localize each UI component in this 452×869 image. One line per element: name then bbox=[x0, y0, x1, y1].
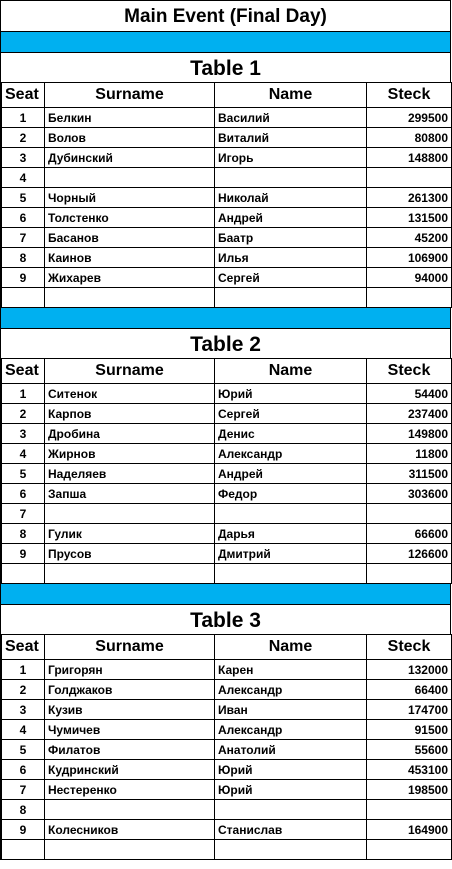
table-row bbox=[2, 720, 452, 740]
header-seat: Seat bbox=[2, 83, 45, 108]
name-cell[interactable]: Юрий bbox=[215, 780, 367, 800]
seat-cell[interactable]: 1 bbox=[2, 108, 45, 128]
seat-cell[interactable]: 1 bbox=[2, 660, 45, 680]
name-cell[interactable]: Александр bbox=[215, 720, 367, 740]
surname-cell[interactable]: Чорный bbox=[45, 188, 215, 208]
surname-cell[interactable]: Гулик bbox=[45, 524, 215, 544]
surname-cell[interactable]: Кузив bbox=[45, 700, 215, 720]
table-row bbox=[2, 248, 452, 268]
table-row bbox=[2, 800, 452, 820]
header-row bbox=[2, 635, 452, 660]
table-row bbox=[2, 700, 452, 720]
header-name: Name bbox=[215, 635, 367, 660]
table-row bbox=[2, 504, 452, 524]
seat-cell[interactable]: 7 bbox=[2, 228, 45, 248]
surname-cell[interactable]: Толстенко bbox=[45, 208, 215, 228]
seat-cell[interactable]: 8 bbox=[2, 248, 45, 268]
table-row bbox=[2, 680, 452, 700]
seat-cell[interactable]: 5 bbox=[2, 740, 45, 760]
empty-row bbox=[2, 564, 452, 584]
table-row bbox=[2, 524, 452, 544]
stack-cell[interactable]: 94000 bbox=[367, 268, 452, 288]
stack-cell[interactable]: 174700 bbox=[367, 700, 452, 720]
seating-table bbox=[1, 634, 452, 860]
table-row bbox=[2, 424, 452, 444]
stack-cell[interactable]: 453100 bbox=[367, 760, 452, 780]
seat-cell[interactable]: 4 bbox=[2, 168, 45, 188]
seating-table bbox=[1, 82, 452, 308]
stack-cell[interactable]: 106900 bbox=[367, 248, 452, 268]
empty-cell[interactable] bbox=[2, 840, 45, 860]
table-row bbox=[2, 820, 452, 840]
table-row bbox=[2, 208, 452, 228]
table-row bbox=[2, 464, 452, 484]
stack-cell[interactable]: 91500 bbox=[367, 720, 452, 740]
name-cell[interactable] bbox=[215, 800, 367, 820]
section-band bbox=[1, 32, 451, 52]
empty-cell[interactable] bbox=[367, 840, 452, 860]
empty-cell[interactable] bbox=[367, 564, 452, 584]
seat-cell[interactable]: 3 bbox=[2, 700, 45, 720]
seat-cell[interactable]: 6 bbox=[2, 484, 45, 504]
surname-cell[interactable]: Голджаков bbox=[45, 680, 215, 700]
surname-cell[interactable]: Дробина bbox=[45, 424, 215, 444]
table-row bbox=[2, 404, 452, 424]
name-cell[interactable]: Игорь bbox=[215, 148, 367, 168]
surname-cell[interactable]: Нестеренко bbox=[45, 780, 215, 800]
name-cell[interactable]: Баатр bbox=[215, 228, 367, 248]
header-row bbox=[2, 359, 452, 384]
header-seat: Seat bbox=[2, 635, 45, 660]
table-title: Table 2 bbox=[1, 328, 451, 358]
seat-cell[interactable]: 3 bbox=[2, 148, 45, 168]
table-row bbox=[2, 188, 452, 208]
seating-table bbox=[1, 358, 452, 584]
surname-cell[interactable]: Волов bbox=[45, 128, 215, 148]
table-row bbox=[2, 384, 452, 404]
table-row bbox=[2, 760, 452, 780]
surname-cell[interactable]: Ситенок bbox=[45, 384, 215, 404]
empty-row bbox=[2, 288, 452, 308]
stack-cell[interactable]: 164900 bbox=[367, 820, 452, 840]
page-title: Main Event (Final Day) bbox=[1, 0, 451, 32]
empty-cell[interactable] bbox=[2, 288, 45, 308]
name-cell[interactable]: Андрей bbox=[215, 208, 367, 228]
name-cell[interactable] bbox=[215, 168, 367, 188]
header-surname: Surname bbox=[45, 83, 215, 108]
section-band bbox=[1, 584, 451, 604]
name-cell[interactable]: Андрей bbox=[215, 464, 367, 484]
surname-cell[interactable]: Прусов bbox=[45, 544, 215, 564]
seat-cell[interactable]: 8 bbox=[2, 524, 45, 544]
name-cell[interactable]: Иван bbox=[215, 700, 367, 720]
empty-cell[interactable] bbox=[45, 288, 215, 308]
seat-cell[interactable]: 7 bbox=[2, 504, 45, 524]
seat-cell[interactable]: 2 bbox=[2, 128, 45, 148]
tables-container bbox=[1, 32, 451, 860]
surname-cell[interactable] bbox=[45, 504, 215, 524]
name-cell[interactable]: Денис bbox=[215, 424, 367, 444]
surname-cell[interactable]: Жирнов bbox=[45, 444, 215, 464]
table-row bbox=[2, 660, 452, 680]
seat-cell[interactable]: 4 bbox=[2, 444, 45, 464]
surname-cell[interactable]: Карпов bbox=[45, 404, 215, 424]
table-row bbox=[2, 128, 452, 148]
seat-cell[interactable]: 8 bbox=[2, 800, 45, 820]
seat-cell[interactable]: 2 bbox=[2, 404, 45, 424]
table-row bbox=[2, 484, 452, 504]
section-band bbox=[1, 308, 451, 328]
surname-cell[interactable]: Колесников bbox=[45, 820, 215, 840]
stack-cell[interactable] bbox=[367, 800, 452, 820]
header-row bbox=[2, 83, 452, 108]
empty-cell[interactable] bbox=[45, 564, 215, 584]
header-stack: Steck bbox=[367, 83, 452, 108]
empty-cell[interactable] bbox=[215, 840, 367, 860]
table-row bbox=[2, 740, 452, 760]
surname-cell[interactable]: Басанов bbox=[45, 228, 215, 248]
surname-cell[interactable]: Белкин bbox=[45, 108, 215, 128]
name-cell[interactable]: Сергей bbox=[215, 268, 367, 288]
seat-cell[interactable]: 1 bbox=[2, 384, 45, 404]
table-row bbox=[2, 544, 452, 564]
name-cell[interactable]: Станислав bbox=[215, 820, 367, 840]
empty-cell[interactable] bbox=[215, 288, 367, 308]
stack-cell[interactable]: 311500 bbox=[367, 464, 452, 484]
empty-cell[interactable] bbox=[367, 288, 452, 308]
seat-cell[interactable]: 9 bbox=[2, 820, 45, 840]
seat-cell[interactable]: 5 bbox=[2, 188, 45, 208]
stack-cell[interactable]: 303600 bbox=[367, 484, 452, 504]
name-cell[interactable]: Василий bbox=[215, 108, 367, 128]
stack-cell[interactable]: 131500 bbox=[367, 208, 452, 228]
stack-cell[interactable]: 45200 bbox=[367, 228, 452, 248]
header-seat: Seat bbox=[2, 359, 45, 384]
empty-cell[interactable] bbox=[2, 564, 45, 584]
name-cell[interactable]: Анатолий bbox=[215, 740, 367, 760]
header-stack: Steck bbox=[367, 359, 452, 384]
seat-cell[interactable]: 3 bbox=[2, 424, 45, 444]
seat-cell[interactable]: 2 bbox=[2, 680, 45, 700]
name-cell[interactable] bbox=[215, 504, 367, 524]
name-cell[interactable]: Николай bbox=[215, 188, 367, 208]
name-cell[interactable]: Юрий bbox=[215, 384, 367, 404]
surname-cell[interactable] bbox=[45, 800, 215, 820]
seat-cell[interactable]: 9 bbox=[2, 544, 45, 564]
seat-cell[interactable]: 7 bbox=[2, 780, 45, 800]
stack-cell[interactable]: 11800 bbox=[367, 444, 452, 464]
table-title: Table 3 bbox=[1, 604, 451, 634]
name-cell[interactable]: Сергей bbox=[215, 404, 367, 424]
name-cell[interactable]: Карен bbox=[215, 660, 367, 680]
seat-cell[interactable]: 4 bbox=[2, 720, 45, 740]
header-surname: Surname bbox=[45, 635, 215, 660]
surname-cell[interactable]: Жихарев bbox=[45, 268, 215, 288]
stack-cell[interactable] bbox=[367, 168, 452, 188]
stack-cell[interactable]: 126600 bbox=[367, 544, 452, 564]
name-cell[interactable]: Александр bbox=[215, 680, 367, 700]
table-row bbox=[2, 268, 452, 288]
seat-cell[interactable]: 9 bbox=[2, 268, 45, 288]
empty-cell[interactable] bbox=[45, 840, 215, 860]
table-row bbox=[2, 444, 452, 464]
stack-cell[interactable]: 261300 bbox=[367, 188, 452, 208]
name-cell[interactable]: Дмитрий bbox=[215, 544, 367, 564]
table-title: Table 1 bbox=[1, 52, 451, 82]
table-row bbox=[2, 228, 452, 248]
surname-cell[interactable]: Наделяев bbox=[45, 464, 215, 484]
table-row bbox=[2, 780, 452, 800]
surname-cell[interactable]: Филатов bbox=[45, 740, 215, 760]
name-cell[interactable]: Илья bbox=[215, 248, 367, 268]
surname-cell[interactable]: Каинов bbox=[45, 248, 215, 268]
stack-cell[interactable]: 132000 bbox=[367, 660, 452, 680]
stack-cell[interactable]: 80800 bbox=[367, 128, 452, 148]
stack-cell[interactable]: 299500 bbox=[367, 108, 452, 128]
stack-cell[interactable]: 55600 bbox=[367, 740, 452, 760]
stack-cell[interactable]: 66400 bbox=[367, 680, 452, 700]
stack-cell[interactable]: 54400 bbox=[367, 384, 452, 404]
name-cell[interactable]: Юрий bbox=[215, 760, 367, 780]
name-cell[interactable]: Дарья bbox=[215, 524, 367, 544]
stack-cell[interactable]: 237400 bbox=[367, 404, 452, 424]
surname-cell[interactable]: Григорян bbox=[45, 660, 215, 680]
stack-cell[interactable]: 198500 bbox=[367, 780, 452, 800]
table-row bbox=[2, 168, 452, 188]
surname-cell[interactable]: Чумичев bbox=[45, 720, 215, 740]
seat-cell[interactable]: 6 bbox=[2, 760, 45, 780]
table-row bbox=[2, 148, 452, 168]
seat-cell[interactable]: 5 bbox=[2, 464, 45, 484]
table-row bbox=[2, 108, 452, 128]
empty-row bbox=[2, 840, 452, 860]
empty-cell[interactable] bbox=[215, 564, 367, 584]
surname-cell[interactable]: Кудринский bbox=[45, 760, 215, 780]
surname-cell[interactable]: Дубинский bbox=[45, 148, 215, 168]
stack-cell[interactable]: 148800 bbox=[367, 148, 452, 168]
surname-cell[interactable] bbox=[45, 168, 215, 188]
name-cell[interactable]: Виталий bbox=[215, 128, 367, 148]
header-name: Name bbox=[215, 83, 367, 108]
header-name: Name bbox=[215, 359, 367, 384]
seat-cell[interactable]: 6 bbox=[2, 208, 45, 228]
name-cell[interactable]: Александр bbox=[215, 444, 367, 464]
surname-cell[interactable]: Запша bbox=[45, 484, 215, 504]
stack-cell[interactable]: 66600 bbox=[367, 524, 452, 544]
stack-cell[interactable]: 149800 bbox=[367, 424, 452, 444]
header-stack: Steck bbox=[367, 635, 452, 660]
header-surname: Surname bbox=[45, 359, 215, 384]
name-cell[interactable]: Федор bbox=[215, 484, 367, 504]
stack-cell[interactable] bbox=[367, 504, 452, 524]
